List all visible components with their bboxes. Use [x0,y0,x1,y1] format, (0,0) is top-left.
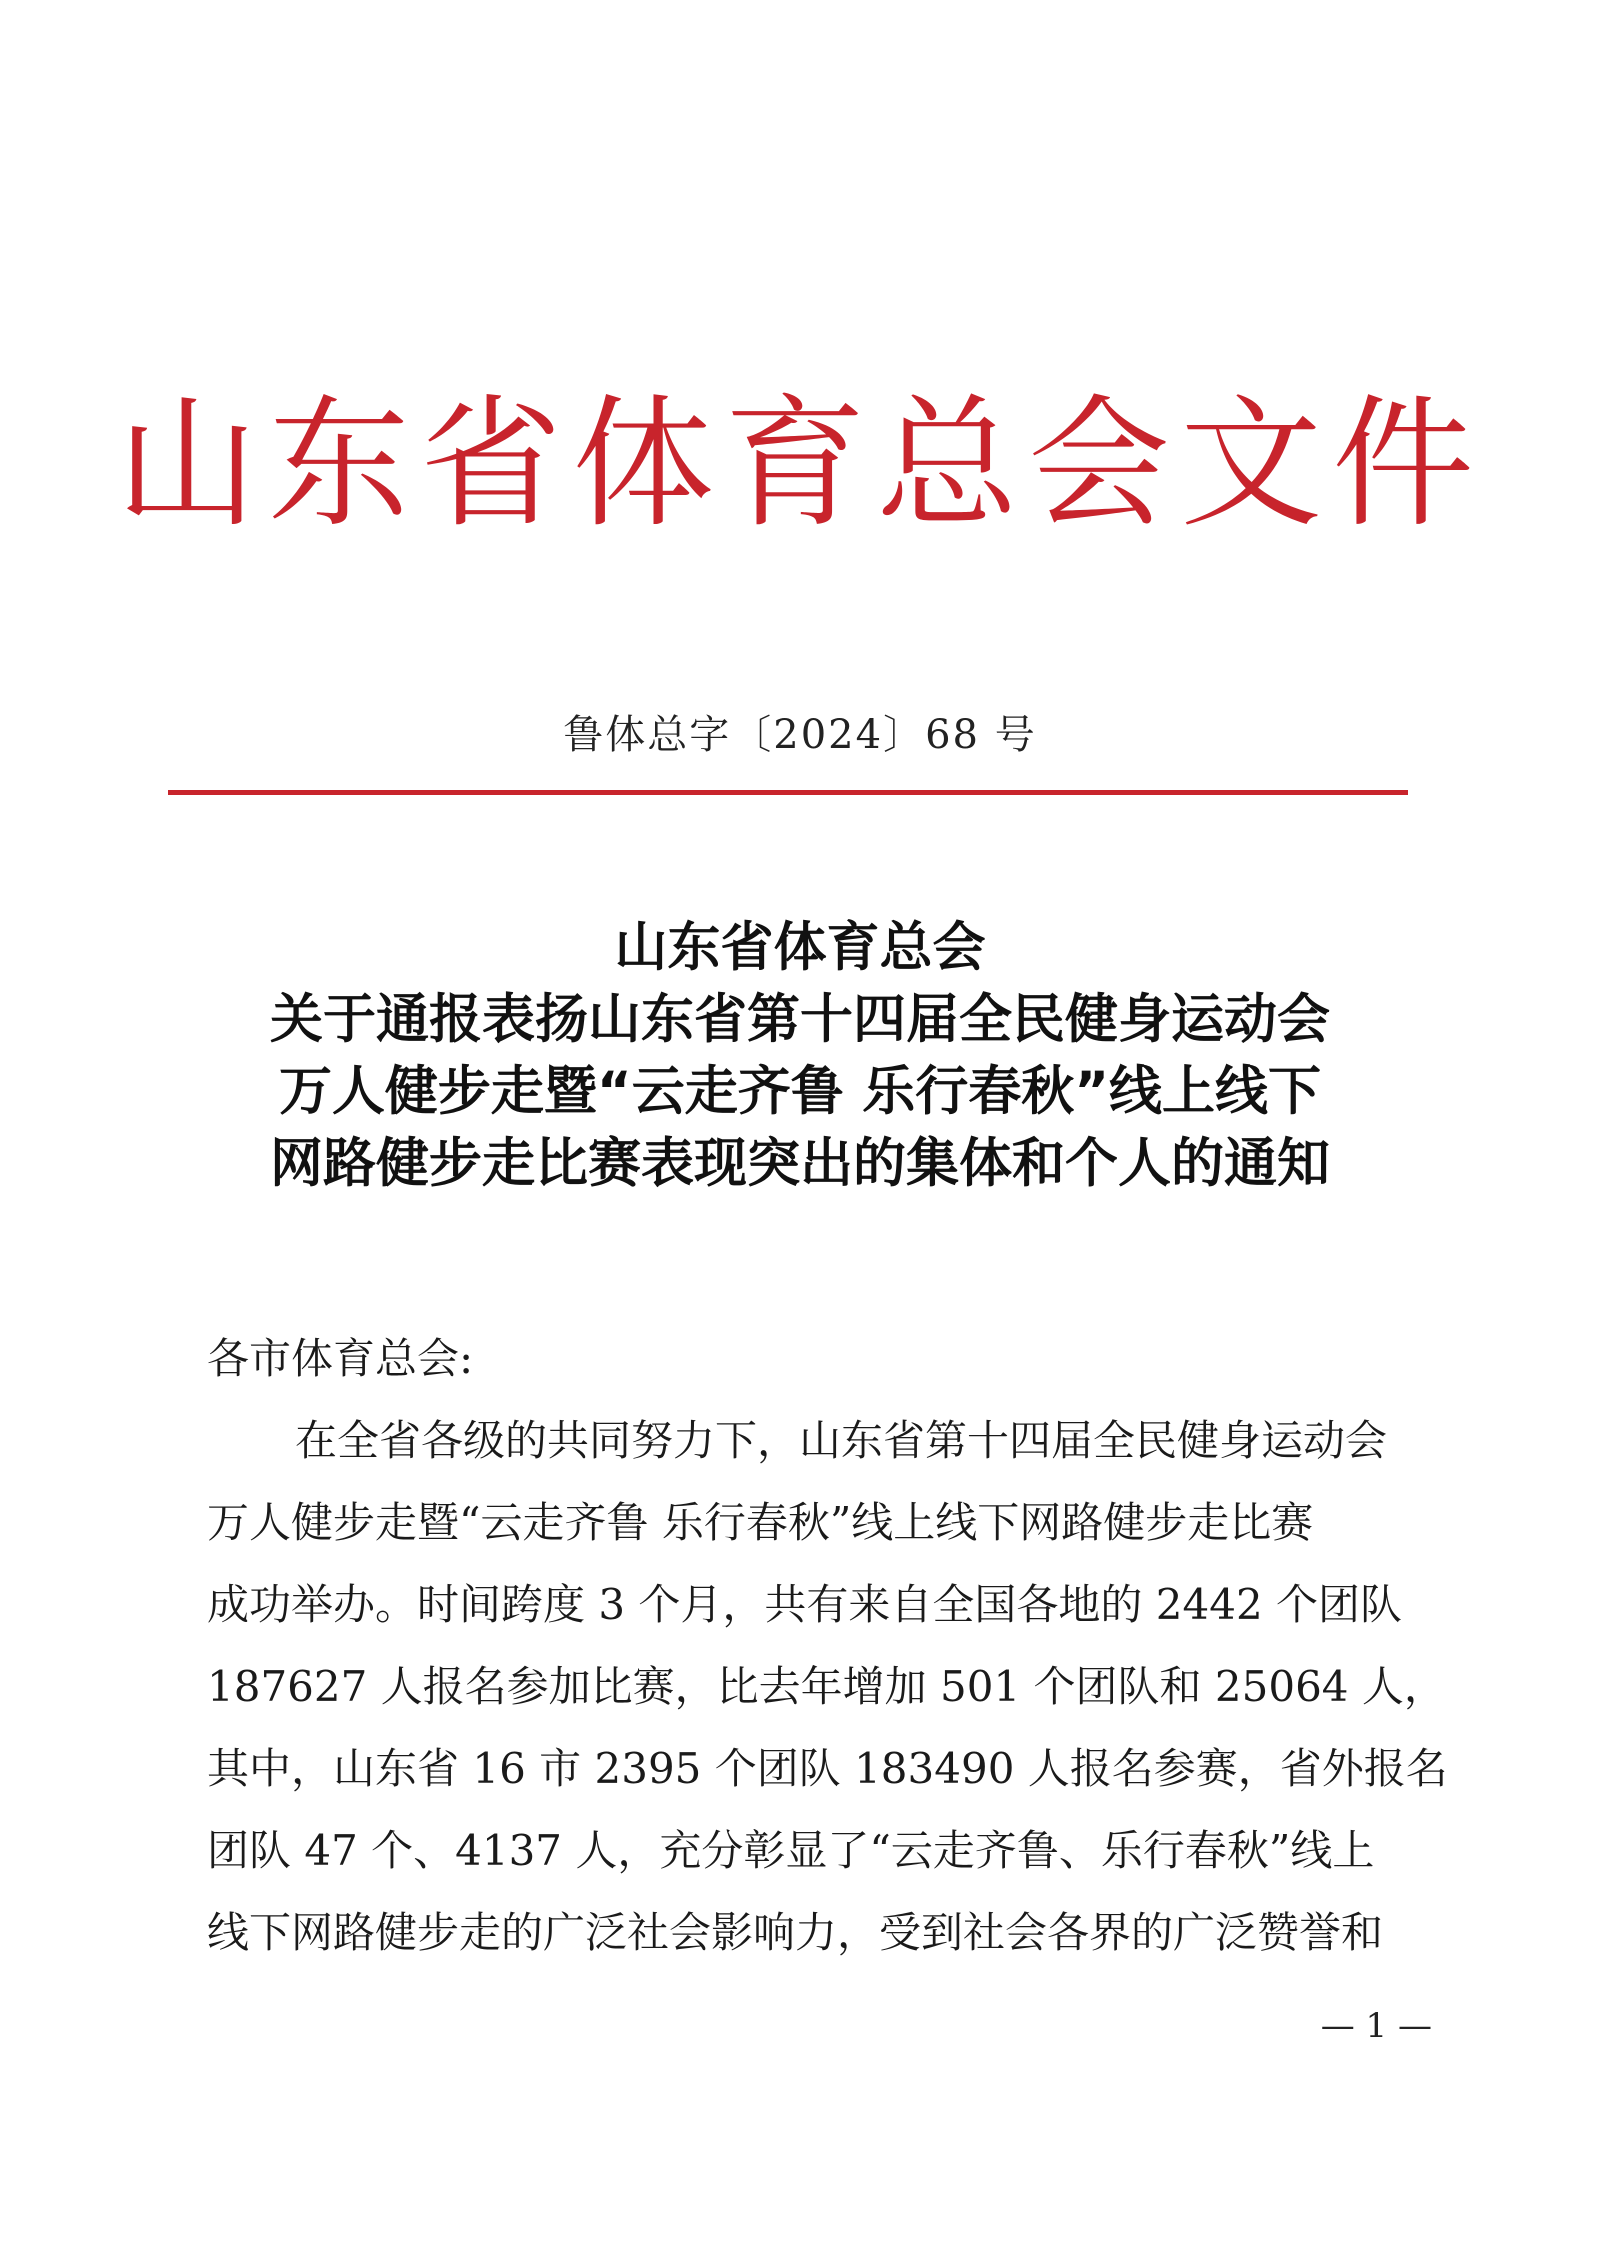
body-line: 187627 人报名参加比赛，比去年增加 501 个团队和 25064 人， [207,1662,1446,1711]
title-line: 山东省体育总会 [614,917,986,978]
body-line: 成功举办。时间跨度 3 个月，共有来自全国各地的 2442 个团队 [207,1580,1403,1629]
body-line: 团队 47 个、4137 人，充分彰显了“云走齐鲁、乐行春秋”线上 [207,1826,1375,1875]
document-number: 鲁体总字〔2024〕68 号 [563,712,1037,758]
red-divider-line [168,790,1408,795]
body-line: 线下网路健步走的广泛社会影响力，受到社会各界的广泛赞誉和 [207,1908,1384,1957]
title-line: 万人健步走暨“云走齐鲁 乐行春秋”线上线下 [278,1061,1322,1122]
salutation: 各市体育总会: [207,1334,474,1383]
document-body [207,1318,1448,1974]
page-number: — 1 — [1320,2006,1432,2046]
body-line: 其中，山东省 16 市 2395 个团队 183490 人报名参赛，省外报名 [207,1744,1448,1793]
title-line: 网路健步走比赛表现突出的集体和个人的通知 [270,1133,1330,1194]
body-line: 在全省各级的共同努力下，山东省第十四届全民健身运动会 [295,1416,1388,1465]
title-line: 关于通报表扬山东省第十四届全民健身运动会 [270,989,1330,1050]
document-masthead: 山东省体育总会文件 [116,382,1484,547]
document-title [0,912,1600,1200]
body-line: 万人健步走暨“云走齐鲁 乐行春秋”线上线下网路健步走比赛 [207,1498,1314,1547]
